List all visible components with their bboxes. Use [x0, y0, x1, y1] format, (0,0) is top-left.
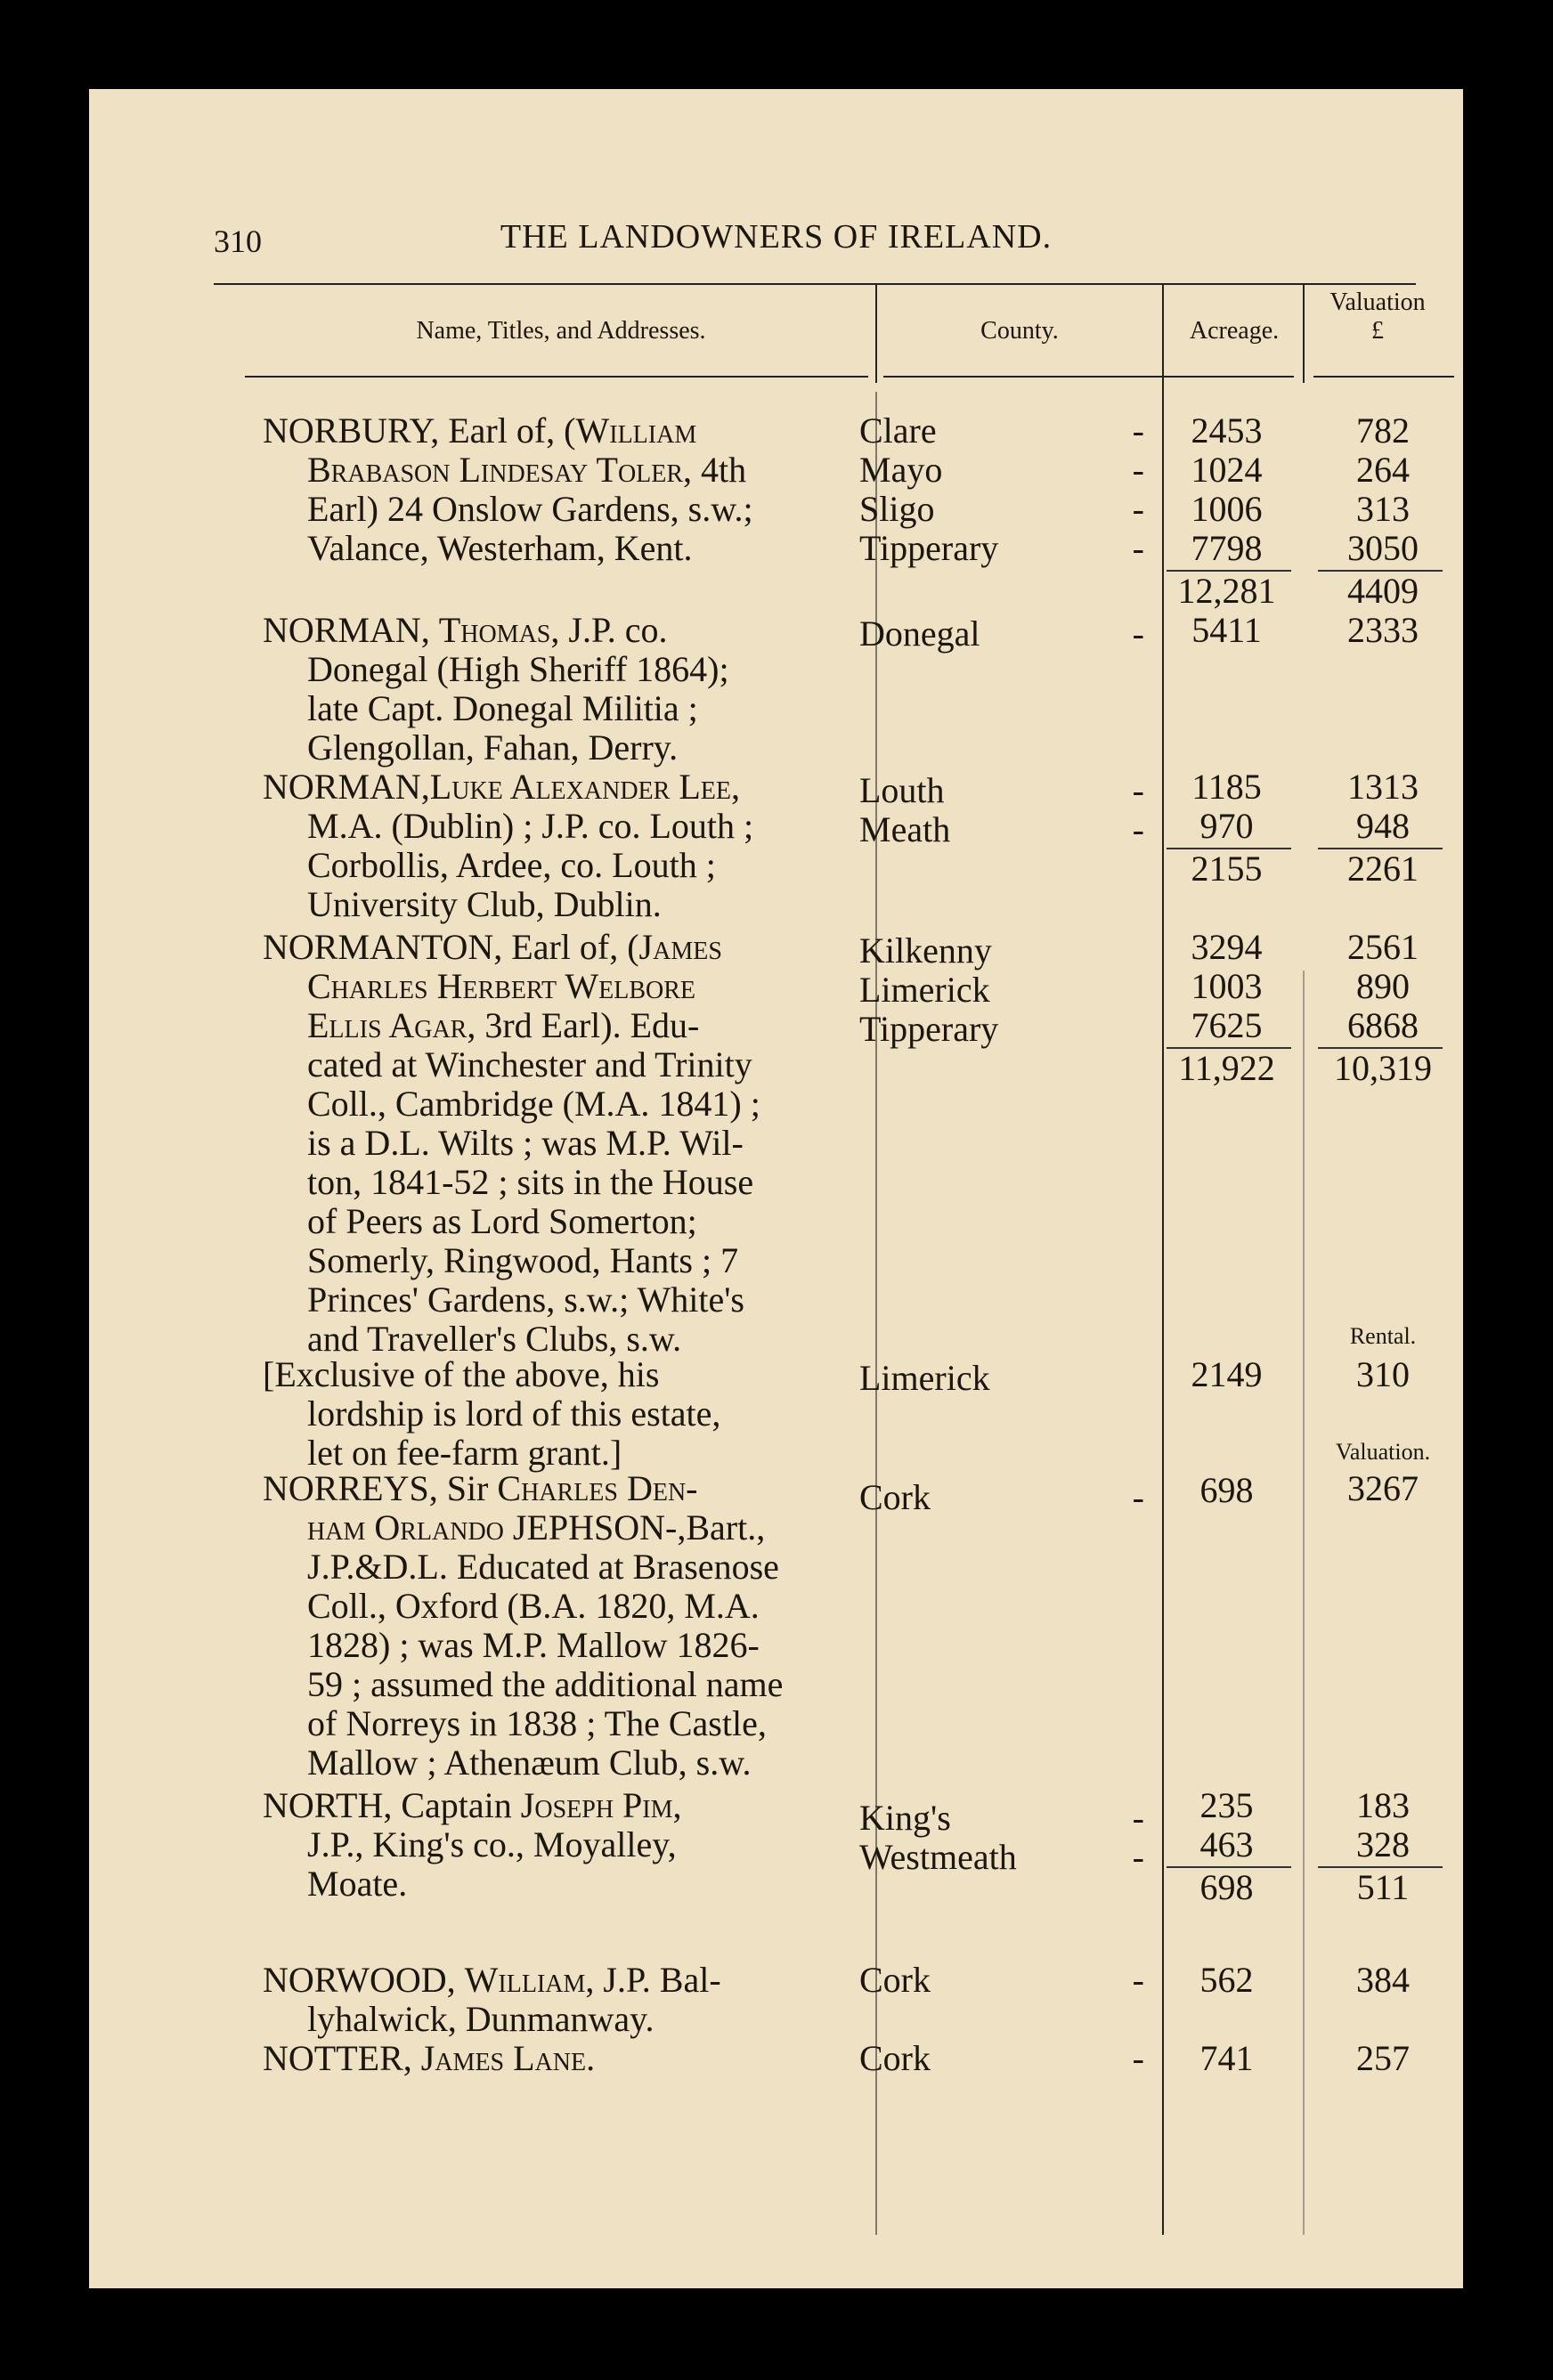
entry-heading-line: [Exclusive of the above, his	[263, 1354, 660, 1394]
entry-text-line: Valance, Westerham, Kent.	[307, 528, 693, 568]
acreage-cell: 7625	[1191, 1005, 1263, 1045]
valuation-cell: 328	[1356, 1824, 1410, 1864]
col-head-county: County.	[980, 317, 1059, 345]
header-bottom-rule-acre	[1165, 376, 1294, 378]
col-head-valuation-unit: £	[1371, 317, 1384, 345]
valuation-total: 10,319	[1334, 1048, 1432, 1088]
divider-acre-val-body	[1303, 971, 1305, 2235]
acreage-cell: 3294	[1191, 927, 1263, 967]
county-cell: Donegal -	[859, 613, 1144, 654]
landowner-entry	[263, 1355, 922, 1473]
entry-text-line: of Peers as Lord Somerton;	[307, 1201, 697, 1241]
rental-label: Rental.	[1349, 1323, 1417, 1349]
acreage-cell: 463	[1199, 1824, 1254, 1864]
county-cell: Mayo -	[859, 450, 1144, 490]
valuation-cell: 1313	[1347, 767, 1419, 807]
acreage-cell: 698	[1199, 1470, 1254, 1510]
entry-heading-line: NORMAN,Luke Alexander Lee,	[263, 767, 740, 807]
acreage-cell: 2453	[1191, 410, 1263, 451]
acreage-cell: 970	[1199, 806, 1254, 846]
entry-text-line: Ellis Agar, 3rd Earl). Edu-	[307, 1005, 700, 1045]
valuation-cell: 264	[1356, 450, 1410, 490]
acreage-cell: 741	[1199, 2038, 1254, 2078]
entry-text-line: lordship is lord of this estate,	[307, 1393, 721, 1434]
acreage-cell: 1024	[1191, 450, 1263, 490]
entry-text-line: let on fee-farm grant.]	[307, 1433, 622, 1473]
county-cell: Limerick	[859, 1358, 990, 1398]
valuation-cell: 890	[1356, 966, 1410, 1006]
entry-text-line: Glengollan, Fahan, Derry.	[307, 727, 679, 768]
county-cell: Tipperary	[859, 1009, 999, 1049]
county-cell: Louth -	[859, 770, 1144, 810]
acreage-cell: 562	[1199, 1960, 1254, 2000]
entry-text-line: ham Orlando JEPHSON-,Bart.,	[307, 1507, 766, 1547]
entry-text-line: 1828) ; was M.P. Mallow 1826-	[307, 1625, 760, 1665]
acreage-cell: 1185	[1191, 767, 1262, 807]
entry-heading-line: NOTTER, James Lane.	[263, 2038, 596, 2078]
county-cell: Meath -	[859, 809, 1144, 849]
entry-text-line: is a D.L. Wilts ; was M.P. Wil-	[307, 1123, 744, 1163]
county-cell: Clare -	[859, 410, 1144, 451]
acreage-cell: 5411	[1191, 610, 1262, 650]
header-bottom-rule-county	[883, 376, 1167, 378]
entry-text-line: J.P., King's co., Moyalley,	[307, 1824, 677, 1864]
entry-text-line: Somerly, Ringwood, Hants ; 7	[307, 1240, 739, 1280]
entry-text-line: Brabason Lindesay Toler, 4th	[307, 450, 747, 490]
entry-text-line: Earl) 24 Onslow Gardens, s.w.;	[307, 489, 753, 529]
entry-heading-line: NORBURY, Earl of, (William	[263, 410, 697, 451]
acreage-total: 2155	[1191, 849, 1263, 889]
acreage-total: 12,281	[1177, 571, 1276, 611]
landowner-entry	[263, 1469, 922, 1783]
book-page	[89, 89, 1463, 2288]
valuation-total: 511	[1356, 1867, 1410, 1907]
county-cell: Cork -	[859, 1477, 1144, 1517]
valuation-cell: 183	[1356, 1785, 1410, 1825]
entry-text-line: lyhalwick, Dunmanway.	[307, 1999, 655, 2039]
entry-heading-line: NORREYS, Sir Charles Den-	[263, 1468, 698, 1508]
landowner-entry	[263, 768, 922, 924]
header-bottom-rule-val	[1313, 376, 1454, 378]
header-top-rule	[214, 283, 1416, 285]
valuation-total: 2261	[1347, 849, 1419, 889]
valuation-cell: 384	[1356, 1960, 1410, 2000]
entry-text-line: Mallow ; Athenæum Club, s.w.	[307, 1742, 752, 1783]
acreage-cell: 1003	[1191, 966, 1263, 1006]
running-title: THE LANDOWNERS OF IRELAND.	[500, 218, 1053, 256]
valuation-total: 4409	[1347, 571, 1419, 611]
acreage-cell: 2149	[1191, 1354, 1263, 1394]
entry-text-line: of Norreys in 1838 ; The Castle,	[307, 1703, 767, 1743]
entry-text-line: University Club, Dublin.	[307, 884, 662, 924]
entry-heading-line: NORMANTON, Earl of, (James	[263, 927, 722, 967]
page-number: 310	[214, 223, 262, 259]
landowner-entry	[263, 1786, 922, 1904]
entry-text-line: Princes' Gardens, s.w.; White's	[307, 1279, 744, 1320]
entry-text-line: 59 ; assumed the additional name	[307, 1664, 784, 1704]
entry-text-line: Coll., Cambridge (M.A. 1841) ;	[307, 1084, 760, 1124]
acreage-total: 698	[1199, 1867, 1254, 1907]
acreage-cell: 1006	[1191, 489, 1263, 529]
landowner-entry	[263, 611, 922, 768]
valuation-label: Valuation.	[1335, 1439, 1431, 1465]
acreage-cell: 235	[1199, 1785, 1254, 1825]
col-head-name: Name, Titles, and Addresses.	[416, 317, 706, 345]
valuation-cell: 782	[1356, 410, 1410, 451]
county-cell: Cork -	[859, 1960, 1144, 2000]
entry-text-line: Donegal (High Sheriff 1864);	[307, 649, 729, 689]
landowner-entry	[263, 928, 922, 1359]
valuation-cell: 257	[1356, 2038, 1410, 2078]
entry-text-line: cated at Winchester and Trinity	[307, 1044, 752, 1084]
entry-text-line: Coll., Oxford (B.A. 1820, M.A.	[307, 1586, 760, 1626]
entry-text-line: Corbollis, Ardee, co. Louth ;	[307, 845, 716, 885]
landowner-entry	[263, 1961, 922, 2039]
county-cell: King's -	[859, 1798, 1144, 1838]
header-bottom-rule-name	[245, 376, 868, 378]
entry-text-line: ton, 1841-52 ; sits in the House	[307, 1162, 754, 1202]
county-cell: Kilkenny	[859, 930, 992, 971]
county-cell: Tipperary -	[859, 528, 1144, 568]
entry-heading-line: NORWOOD, William, J.P. Bal-	[263, 1960, 721, 2000]
entry-heading-line: NORMAN, Thomas, J.P. co.	[263, 610, 668, 650]
entry-text-line: M.A. (Dublin) ; J.P. co. Louth ;	[307, 806, 754, 846]
entry-text-line: Charles Herbert Welbore	[307, 966, 696, 1006]
valuation-cell: 2333	[1347, 610, 1419, 650]
entry-text-line: J.P.&D.L. Educated at Brasenose	[307, 1547, 779, 1587]
col-head-valuation	[1306, 288, 1449, 345]
col-head-acreage: Acreage.	[1189, 317, 1280, 345]
rental-cell: 310	[1356, 1354, 1410, 1394]
acreage-cell: 7798	[1191, 528, 1263, 568]
county-cell: Westmeath -	[859, 1837, 1144, 1877]
acreage-total: 11,922	[1178, 1048, 1275, 1088]
landowner-entry	[263, 411, 922, 568]
valuation-cell: 6868	[1347, 1005, 1419, 1045]
valuation-cell: 313	[1356, 489, 1410, 529]
entry-heading-line: NORTH, Captain Joseph Pim,	[263, 1785, 682, 1825]
county-cell: Limerick	[859, 970, 990, 1010]
entry-text-line: late Capt. Donegal Militia ;	[307, 688, 698, 728]
col-head-valuation-label: Valuation	[1329, 288, 1426, 316]
valuation-cell: 948	[1356, 806, 1410, 846]
entry-text-line: and Traveller's Clubs, s.w.	[307, 1319, 682, 1359]
landowner-entry	[263, 2039, 922, 2078]
county-cell: Cork -	[859, 2038, 1144, 2078]
entry-text-line: Moate.	[307, 1864, 408, 1904]
valuation-cell: 3050	[1347, 528, 1419, 568]
county-cell: Sligo -	[859, 489, 1144, 529]
valuation-cell: 2561	[1347, 927, 1419, 967]
valuation-cell: 3267	[1347, 1468, 1419, 1508]
page-header	[89, 214, 1463, 267]
